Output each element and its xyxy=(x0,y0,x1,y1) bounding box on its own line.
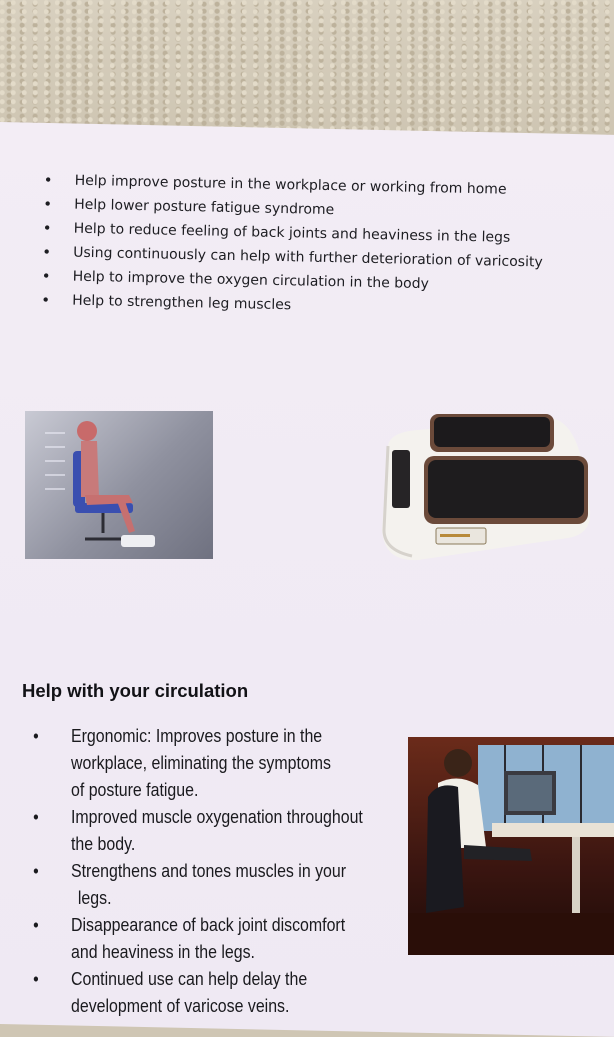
list-item-line: • Ergonomic: Improves posture in the xyxy=(71,725,323,746)
section-title: Help with your circulation xyxy=(22,680,249,701)
circulation-benefits-list xyxy=(28,722,363,1019)
list-item-line: workplace, eliminating the symptoms xyxy=(71,752,331,773)
office-photo xyxy=(408,737,614,955)
list-item-line: of posture fatigue. xyxy=(71,779,199,800)
list-item xyxy=(28,965,355,1019)
list-item: • Using continuously can help with further deterioration of varicosity xyxy=(40,240,595,276)
list-item xyxy=(28,803,363,857)
list-item-line: legs. xyxy=(77,887,112,908)
list-item: • Help to strengthen leg muscles xyxy=(39,288,594,324)
list-item xyxy=(28,857,355,911)
list-item: • Help to improve the oxygen circulation in the body xyxy=(39,264,594,300)
list-item xyxy=(28,911,355,965)
list-item-line: • Disappearance of back joint discomfort xyxy=(71,914,346,935)
leg-exerciser-photo xyxy=(378,410,594,562)
list-item: • Help to reduce feeling of back joints and heaviness in the legs xyxy=(40,216,595,252)
list-item: • Help improve posture in the workplace or working from home xyxy=(41,168,596,204)
list-item-line: the body. xyxy=(71,833,136,854)
list-item-line: • Improved muscle oxygenation throughout xyxy=(71,806,363,827)
seated-person-icon xyxy=(25,411,213,559)
benefits-list-top xyxy=(39,168,597,324)
list-item: • Help lower posture fatigue syndrome xyxy=(41,192,596,228)
chair-illustration xyxy=(25,411,213,559)
list-item-line: • Strengthens and tones muscles in your xyxy=(71,860,347,881)
leg-exerciser-icon xyxy=(378,410,594,562)
list-item-line: • Continued use can help delay the xyxy=(71,968,308,989)
person-at-desk-icon xyxy=(408,737,614,955)
list-item xyxy=(28,722,355,803)
list-item-line: and heaviness in the legs. xyxy=(71,941,255,962)
list-item-line: development of varicose veins. xyxy=(71,995,290,1016)
